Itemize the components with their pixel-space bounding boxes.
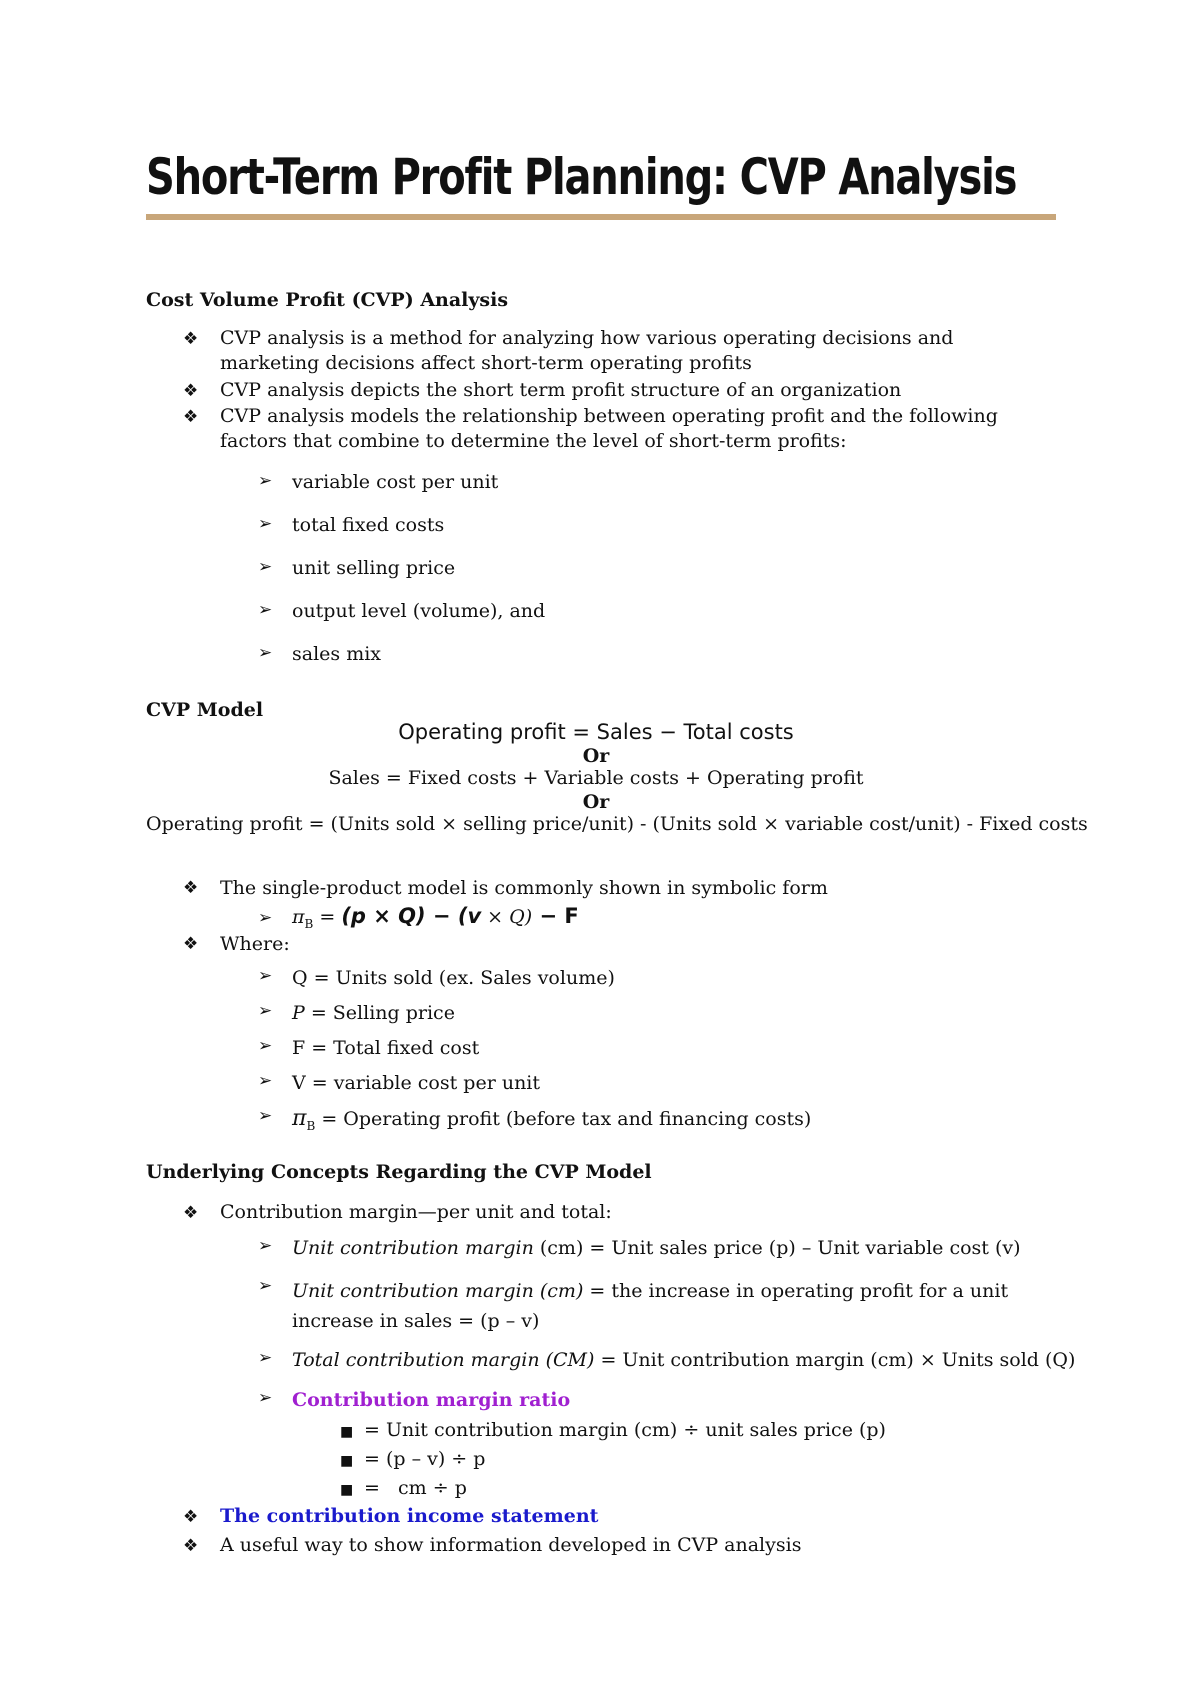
bullet-text: CVP analysis models the relationship between operating profit and the following factors that combine to determine the level of short-term profits: (220, 405, 998, 452)
arrow-bullet-icon: ➢ (258, 1348, 273, 1368)
diamond-bullet-icon: ❖ (183, 1507, 199, 1527)
concept-term: Total contribution margin (CM) (292, 1349, 595, 1371)
diamond-bullet-icon: ❖ (183, 381, 199, 401)
diamond-bullet-icon: ❖ (183, 1536, 199, 1556)
or-separator: Or (582, 791, 610, 813)
concept-text: = Unit contribution margin (cm) × Units sold (Q) (594, 1349, 1076, 1371)
arrow-bullet-icon: ➢ (258, 1236, 273, 1256)
concept-term: Unit contribution margin (292, 1237, 534, 1259)
ratio-heading: Contribution margin ratio (292, 1389, 571, 1411)
equation-2: Sales = Fixed costs + Variable costs + Operating profit (328, 767, 864, 789)
arrow-bullet-icon: ➢ (258, 966, 273, 986)
section-heading-underlying-concepts: Underlying Concepts Regarding the CVP Model (146, 1161, 652, 1183)
concept-item (292, 1236, 1021, 1261)
formula-q: Q) (509, 906, 533, 928)
pi-subscript: B (304, 916, 314, 931)
bullet-text: CVP analysis depicts the short term profit structure of an organization (220, 379, 902, 401)
arrow-bullet-icon: ➢ (258, 600, 273, 620)
factor-item: variable cost per unit (292, 471, 499, 493)
equation-3: Operating profit = (Units sold × selling price/unit) - (Units sold × variable cost/unit) - Fixed costs (146, 813, 1088, 835)
square-bullet-icon: ■ (340, 1453, 354, 1469)
bullet-text: Contribution margin—per unit and total: (220, 1201, 612, 1223)
ratio-item: = (p – v) ÷ p (364, 1448, 486, 1470)
formula-times: × (481, 906, 510, 928)
equation-1: Operating profit = Sales − Total costs (398, 720, 794, 744)
pi-subscript: B (306, 1118, 316, 1133)
diamond-bullet-icon: ❖ (183, 878, 199, 898)
variable-definition: F = Total fixed cost (292, 1037, 480, 1059)
concept-text: (cm) = Unit sales price (p) – Unit variable cost (v) (533, 1237, 1021, 1259)
symbolic-formula (292, 904, 579, 937)
arrow-bullet-icon: ➢ (258, 514, 273, 534)
income-statement-heading: The contribution income statement (220, 1505, 599, 1527)
bullet-text: CVP analysis is a method for analyzing how various operating decisions and marketing decisions affect short-term operating profits (220, 327, 954, 374)
pi-symbol: π (292, 1106, 307, 1131)
factor-item: output level (volume), and (292, 600, 546, 622)
variable-definition (292, 1001, 455, 1026)
arrow-bullet-icon: ➢ (258, 1388, 273, 1408)
factor-item: sales mix (292, 643, 381, 665)
factor-item: unit selling price (292, 557, 456, 579)
arrow-bullet-icon: ➢ (258, 643, 273, 663)
factor-item: total fixed costs (292, 514, 445, 536)
square-bullet-icon: ■ (340, 1482, 354, 1498)
arrow-bullet-icon: ➢ (258, 557, 273, 577)
page-title: Short-Term Profit Planning: CVP Analysis (146, 148, 1017, 206)
formula-equals: = (313, 906, 342, 928)
variable-definition: Q = Units sold (ex. Sales volume) (292, 967, 615, 989)
pi-definition (292, 1106, 811, 1139)
concept-text: = the increase in operating profit for a unit increase in sales = (p – v) (292, 1280, 1009, 1332)
arrow-bullet-icon: ➢ (258, 1001, 273, 1021)
variable-text: = Selling price (304, 1002, 455, 1024)
pi-definition-text: = Operating profit (before tax and financing costs) (315, 1108, 812, 1130)
ratio-item: = Unit contribution margin (cm) ÷ unit sales price (p) (364, 1419, 886, 1441)
formula-minus-f: − F (532, 904, 579, 928)
variable-symbol: P (292, 1002, 305, 1024)
diamond-bullet-icon: ❖ (183, 934, 199, 954)
title-underline (146, 214, 1056, 220)
bullet-text: A useful way to show information developed in CVP analysis (220, 1534, 802, 1556)
arrow-bullet-icon: ➢ (258, 1276, 273, 1296)
concept-term: Unit contribution margin (cm) (292, 1280, 584, 1302)
diamond-bullet-icon: ❖ (183, 329, 199, 349)
square-bullet-icon: ■ (340, 1424, 354, 1440)
arrow-bullet-icon: ➢ (258, 1106, 273, 1126)
section-heading-cvp-analysis: Cost Volume Profit (CVP) Analysis (146, 289, 509, 311)
ratio-item: = cm ÷ p (364, 1477, 467, 1499)
variable-definition: V = variable cost per unit (292, 1072, 541, 1094)
pi-symbol: π (292, 906, 305, 928)
section-heading-cvp-model: CVP Model (146, 699, 264, 721)
formula-part-1: (p × Q) − (v (341, 904, 482, 928)
arrow-bullet-icon: ➢ (258, 1036, 273, 1056)
concept-item (292, 1276, 1062, 1336)
arrow-bullet-icon: ➢ (258, 471, 273, 491)
concept-item (292, 1348, 1075, 1373)
where-label: Where: (220, 933, 290, 955)
diamond-bullet-icon: ❖ (183, 407, 199, 427)
arrow-bullet-icon: ➢ (258, 908, 273, 928)
diamond-bullet-icon: ❖ (183, 1203, 199, 1223)
bullet-text: The single-product model is commonly shown in symbolic form (220, 877, 828, 899)
arrow-bullet-icon: ➢ (258, 1071, 273, 1091)
or-separator: Or (582, 745, 610, 767)
